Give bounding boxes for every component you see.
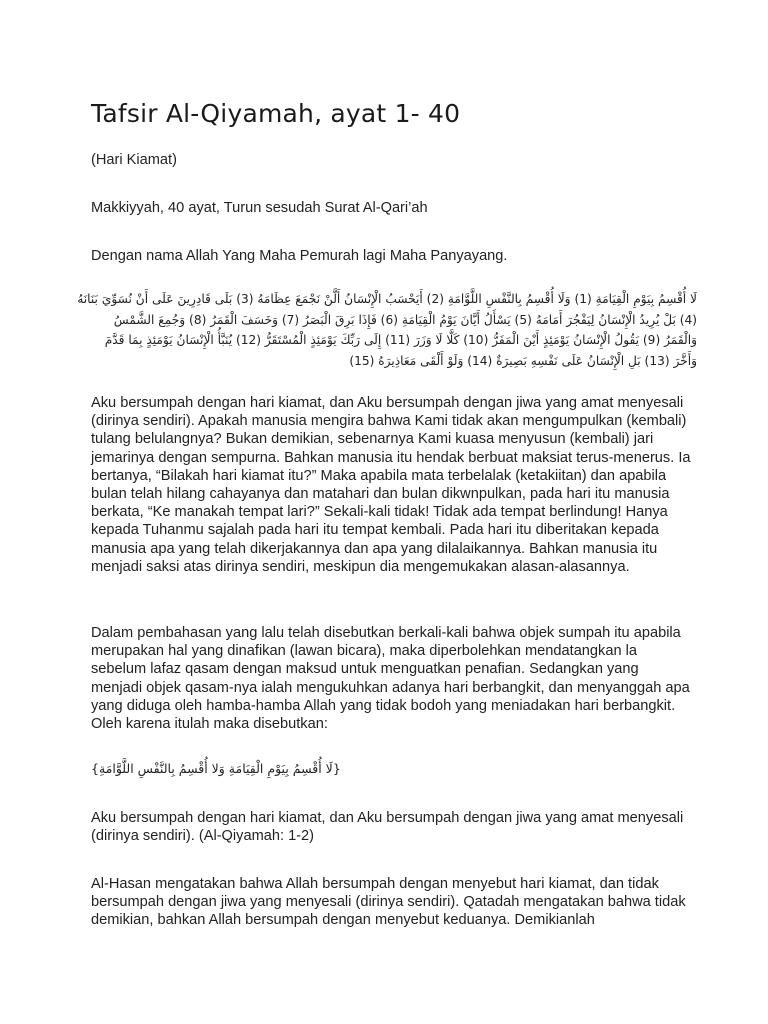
basmalah-translation: Dengan nama Allah Yang Maha Pemurah lagi Maha Panyayang. (91, 248, 508, 264)
arabic-verses-block (77, 289, 697, 371)
commentary-paragraph: Dalam pembahasan yang lalu telah disebutkan berkali-kali bahwa objek sumpah itu apabila merupakan hal yang dinafikan (lawan bicara), maka diperbolehkan mendatangkan la sebelum lafaz qasam dengan maksud untuk menguatkan penafian. Sedangkan yang menjadi objek qasam-nya ialah mengukuhkan adanya hari berbangkit, dan menyanggah apa yang diduga oleh hamba-hamba Allah yang tidak bodoh yang meniadakan hari berbangkit. Oleh karena itulah maka disebutkan: (91, 625, 690, 733)
quoted-arabic-verse: {لَا أُقْسِمُ بِيَوْمِ الْقِيَامَةِ وَلا أُقْسِمُ بِالنَّفْسِ اللَّوَّامَةِ} (91, 761, 341, 776)
arabic-verse-line: وَأَخَّرَ (13) بَلِ الْإِنْسَانُ عَلَى نَفْسِهِ بَصِيرَةٌ (14) وَلَوْ أَلْقَى مَعَاذِيرَهُ (15) (349, 353, 697, 368)
translation-paragraph: Aku bersumpah dengan hari kiamat, dan Aku bersumpah dengan jiwa yang amat menyesali (dirinya sendiri). Apakah manusia mengira bahwa Kami tidak akan mengumpulkan (kembali) tulang belulangnya? Bukan demikian, sebenarnya Kami kuasa menyusun (kembali) jari jemarinya dengan sempurna. Bahkan manusia itu hendak berbuat maksiat terus-menerus. Ia bertanya, “Bilakah hari kiamat itu?” Maka apabila mata terbelalak (ketakiitan) dan apabila bulan telah hilang cahayanya dan matahari dan bulan dikwnpulkan, pada hari itu manusia berkata, “Ke manakah tempat lari?” Sekali-kali tidak! Tidak ada tempat berlindung! Hanya kepada Tuhanmu sajalah pada hari itu tempat kembali. Pada hari itu diberitakan kepada manusia apa yang telah dikerjakannya dan apa yang dilalaikannya. Bahkan manusia itu menjadi saksi atas dirinya sendiri, meskipun dia mengemukakan alasan-alasannya. (91, 395, 691, 575)
page-title: Tafsir Al-Qiyamah, ayat 1- 40 (91, 99, 461, 128)
arabic-verse-line: وَالْقَمَرُ (9) يَقُولُ الْإِنْسَانُ يَوْمَئِذٍ أَيْنَ الْمَفَرُّ (10) كَلَّا لَا وَزَرَ (11) إِلَى رَبِّكَ يَوْمَئِذٍ الْمُسْتَقَرُّ (12) يُنَبَّأُ الْإِنْسَانُ يَوْمَئِذٍ بِمَا قَدَّمَ (104, 333, 697, 347)
arabic-verse-line: لَا أُقْسِمُ بِيَوْمِ الْقِيَامَةِ (1) وَلَا أُقْسِمُ بِالنَّفْسِ اللَّوَّامَةِ (2) أَيَحْسَبُ الْإِنْسَانُ أَلَّنْ نَجْمَعَ عِظَامَهُ (3) بَلَى قَادِرِينَ عَلَى أَنْ نُسَوِّيَ بَنَانَهُ (77, 292, 697, 306)
arabic-verse-line: (4) بَلْ يُرِيدُ الْإِنْسَانُ لِيَفْجُرَ أَمَامَهُ (5) يَسْأَلُ أَيَّانَ يَوْمُ الْقِيَامَةِ (6) فَإِذَا بَرِقَ الْبَصَرُ (7) وَخَسَفَ الْقَمَرُ (8) وَجُمِعَ الشَّمْسُ (113, 312, 697, 327)
hasan-commentary-paragraph: Al-Hasan mengatakan bahwa Allah bersumpah dengan menyebut hari kiamat, dan tidak bersumpah dengan jiwa yang menyesali (dirinya sendiri). Qatadah mengatakan bahwa tidak demikian, bahkan Allah bersumpah dengan menyebut keduanya. Demikianlah (91, 876, 686, 929)
quoted-verse-translation: Aku bersumpah dengan hari kiamat, dan Aku bersumpah dengan jiwa yang amat menyesali (dirinya sendiri). (Al-Qiyamah: 1-2) (91, 810, 684, 845)
surah-info: Makkiyyah, 40 ayat, Turun sesudah Surat Al-Qari’ah (91, 200, 428, 216)
surah-subtitle: (Hari Kiamat) (91, 152, 177, 168)
